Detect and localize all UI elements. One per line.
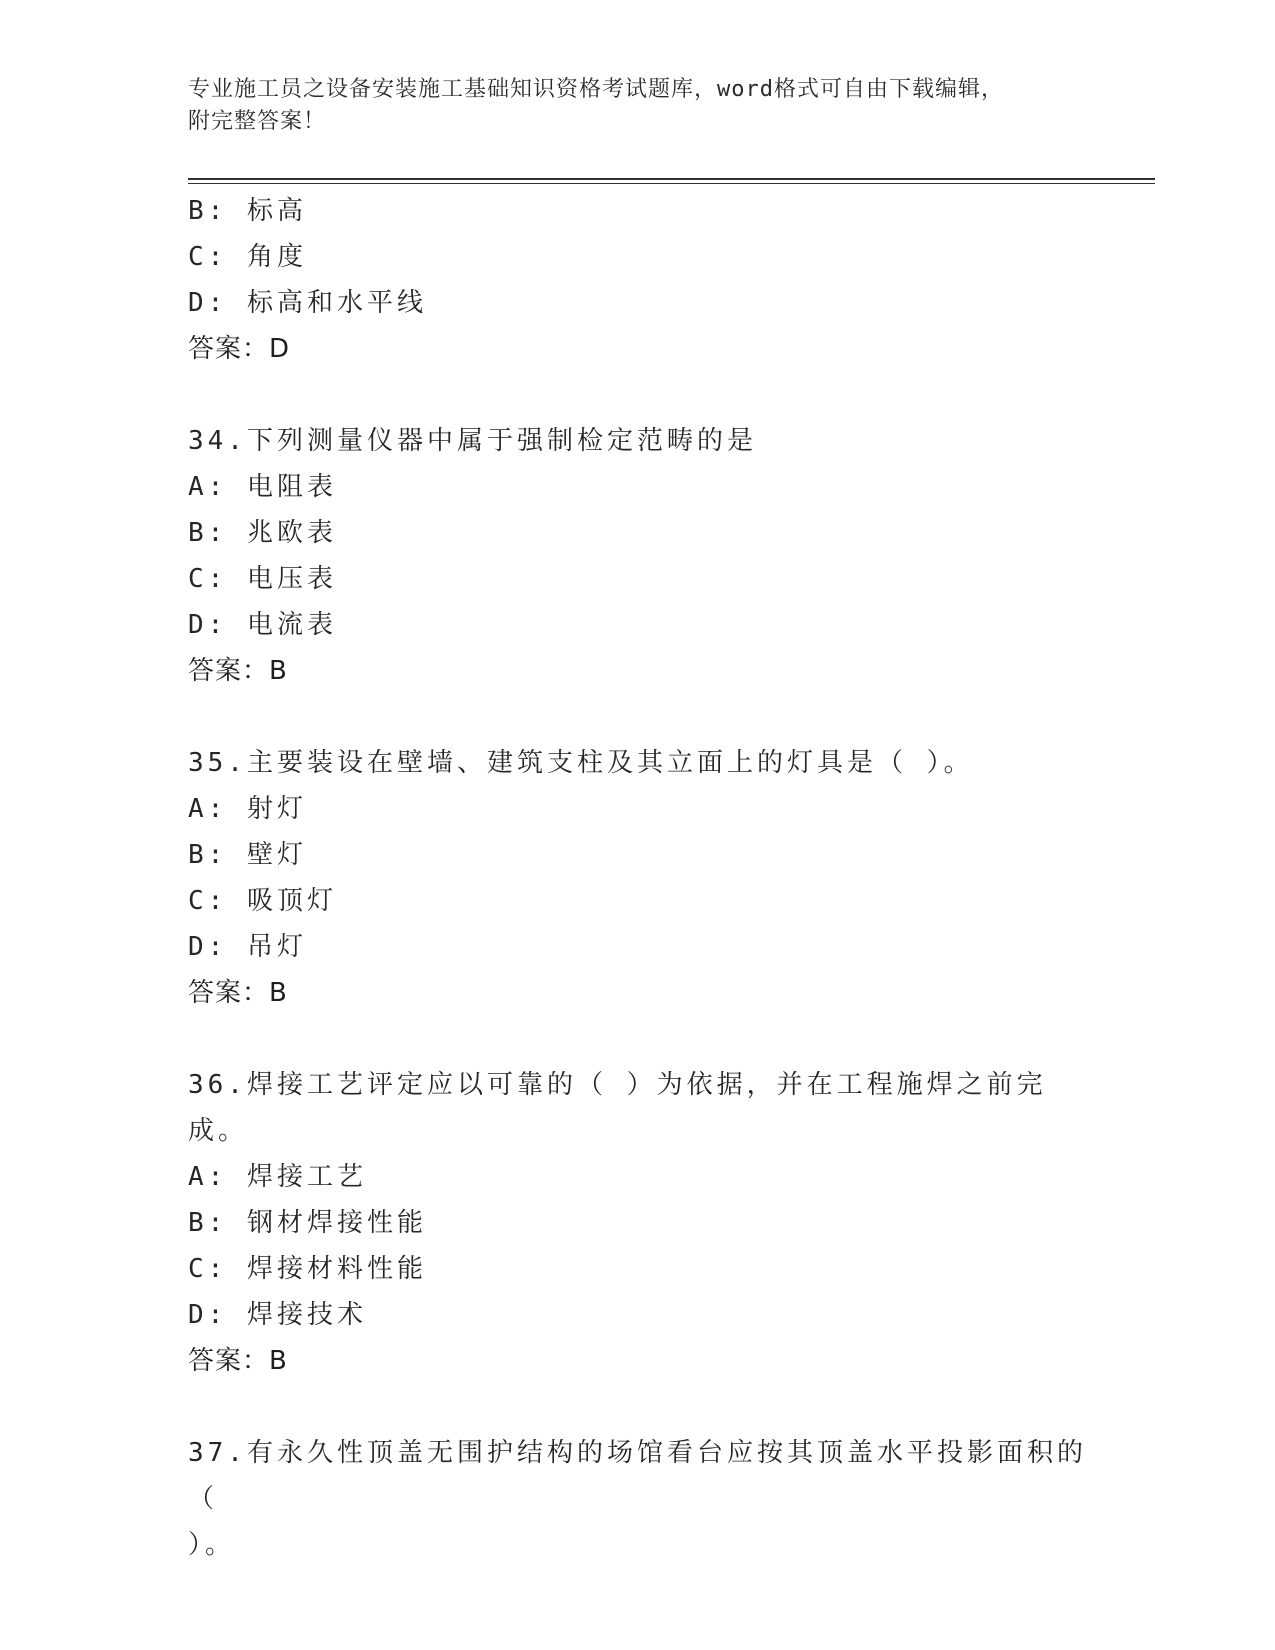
header-divider-thick — [188, 178, 1155, 180]
question-33-continued — [188, 188, 1088, 372]
answer-line: 答案：B — [188, 1346, 288, 1376]
header-divider-thin — [188, 183, 1155, 184]
option-a: A: 电阻表 — [188, 472, 337, 502]
question-35 — [188, 740, 1088, 1016]
question-list — [188, 188, 1088, 1568]
answer-line: 答案：D — [188, 334, 291, 364]
answer-line: 答案：B — [188, 656, 288, 686]
question-37 — [188, 1430, 1088, 1568]
option-c: C: 吸顶灯 — [188, 886, 337, 916]
option-b: B: 兆欧表 — [188, 518, 337, 548]
answer-line: 答案：B — [188, 978, 288, 1008]
question-stem: 35.主要装设在壁墙、建筑支柱及其立面上的灯具是（ ）。 — [188, 748, 974, 778]
question-stem-line-1: 37.有永久性顶盖无围护结构的场馆看台应按其顶盖水平投影面积的（ — [188, 1438, 1087, 1514]
question-stem: 34.下列测量仪器中属于强制检定范畴的是 — [188, 426, 757, 456]
option-c: C: 电压表 — [188, 564, 337, 594]
question-34 — [188, 418, 1088, 694]
option-d: D: 吊灯 — [188, 932, 307, 962]
question-36 — [188, 1062, 1088, 1384]
question-stem: 36.焊接工艺评定应以可靠的（ ）为依据，并在工程施焊之前完成。 — [188, 1070, 1047, 1146]
spacer — [188, 1384, 1088, 1430]
option-a: A: 焊接工艺 — [188, 1162, 367, 1192]
document-header — [188, 74, 1068, 138]
header-line-1: 专业施工员之设备安装施工基础知识资格考试题库，word格式可自由下载编辑， — [188, 77, 1004, 102]
header-line-2: 附完整答案！ — [188, 109, 327, 134]
spacer — [188, 1016, 1088, 1062]
option-c: C: 焊接材料性能 — [188, 1254, 427, 1284]
option-b: B: 钢材焊接性能 — [188, 1208, 427, 1238]
spacer — [188, 372, 1088, 418]
option-a: A: 射灯 — [188, 794, 307, 824]
option-b: B: 壁灯 — [188, 840, 307, 870]
spacer — [188, 694, 1088, 740]
option-d: D: 焊接技术 — [188, 1300, 367, 1330]
option-d: D: 电流表 — [188, 610, 337, 640]
option-b: B: 标高 — [188, 196, 307, 226]
option-c: C: 角度 — [188, 242, 307, 272]
option-d: D: 标高和水平线 — [188, 288, 427, 318]
question-stem-line-2: ）。 — [188, 1530, 236, 1560]
